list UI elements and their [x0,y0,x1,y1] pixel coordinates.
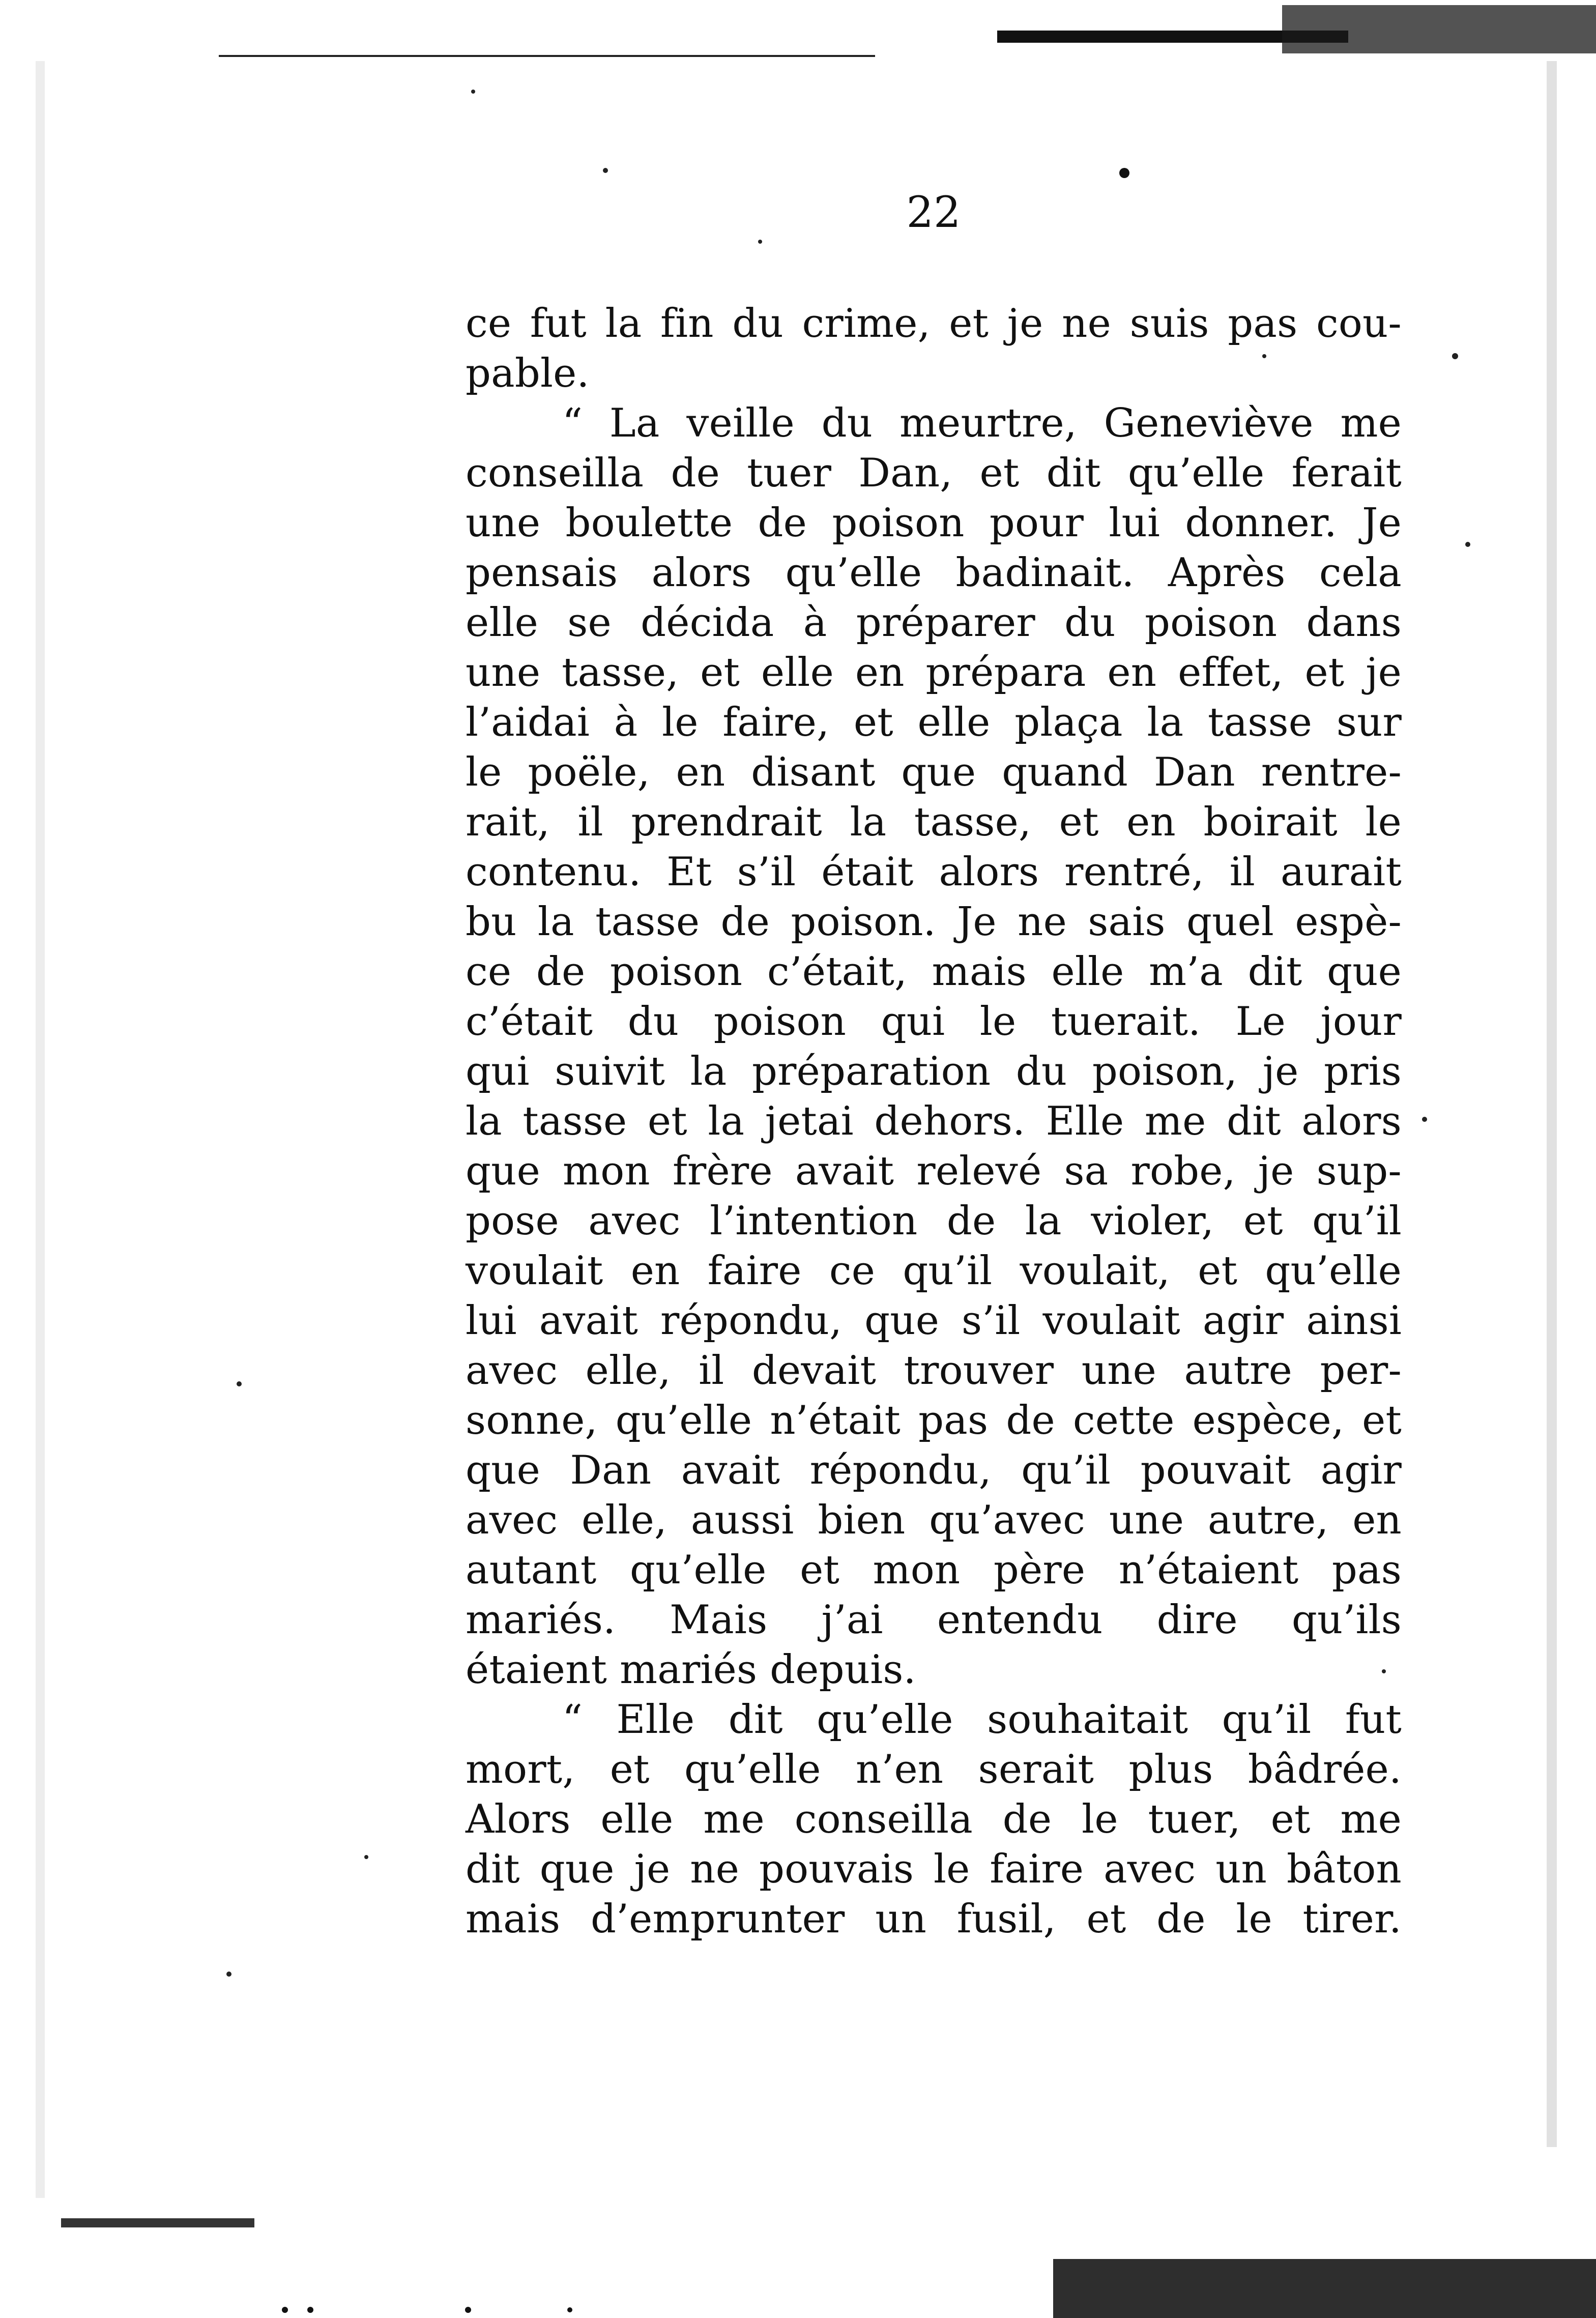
page-number: 22 [906,187,961,237]
text-line: ce de poison c’était, mais elle m’a dit que [466,949,1402,995]
text-line: avec elle, aussi bien qu’avec une autre, en [466,1497,1402,1543]
text-line: contenu. Et s’il était alors rentré, il aurait [466,849,1402,895]
body-text [466,299,1402,1944]
text-line: rait, il prendrait la tasse, et en boirait le [466,799,1402,845]
text-line: mais d’emprunter un fusil, et de le tirer. [466,1896,1402,1942]
text-line: ce fut la fin du crime, et je ne suis pas cou- [466,301,1402,346]
text-line: qui suivit la préparation du poison, je pris [466,1049,1402,1094]
text-line: une tasse, et elle en prépara en effet, et je [466,650,1402,696]
text-line: pensais alors qu’elle badinait. Après cela [466,550,1402,596]
text-line: elle se décida à préparer du poison dans [466,600,1402,646]
text-line: sonne, qu’elle n’était pas de cette espèce, et [466,1398,1402,1443]
text-line: Alors elle me conseilla de le tuer, et me [466,1797,1402,1842]
text-line: pable. [466,351,590,396]
text-line: avec elle, il devait trouver une autre per- [466,1348,1402,1394]
text-line: la tasse et la jetai dehors. Elle me dit alors [466,1098,1402,1144]
text-line: étaient mariés depuis. [466,1647,916,1693]
text-line: pose avec l’intention de la violer, et qu’il [466,1198,1402,1244]
text-line: mariés. Mais j’ai entendu dire qu’ils [466,1597,1402,1643]
text-line: voulait en faire ce qu’il voulait, et qu’elle [466,1248,1402,1294]
text-line: que mon frère avait relevé sa robe, je sup- [466,1148,1402,1194]
text-line: mort, et qu’elle n’en serait plus bâdrée. [466,1747,1402,1792]
text-line: bu la tasse de poison. Je ne sais quel espè- [466,899,1402,945]
text-line: “ Elle dit qu’elle souhaitait qu’il fut [562,1697,1402,1743]
text-line: c’était du poison qui le tuerait. Le jour [466,999,1402,1045]
text-line: lui avait répondu, que s’il voulait agir ainsi [466,1298,1402,1344]
text-line: que Dan avait répondu, qu’il pouvait agir [466,1447,1402,1493]
text-line: l’aidai à le faire, et elle plaça la tasse sur [466,700,1402,745]
text-line: le poële, en disant que quand Dan rentre- [466,749,1402,795]
text-line: une boulette de poison pour lui donner. Je [466,500,1402,546]
text-line: conseilla de tuer Dan, et dit qu’elle ferait [466,450,1402,496]
text-line: “ La veille du meurtre, Geneviève me [562,400,1402,446]
text-line: autant qu’elle et mon père n’étaient pas [466,1547,1402,1593]
text-line: dit que je ne pouvais le faire avec un bâton [466,1846,1402,1892]
